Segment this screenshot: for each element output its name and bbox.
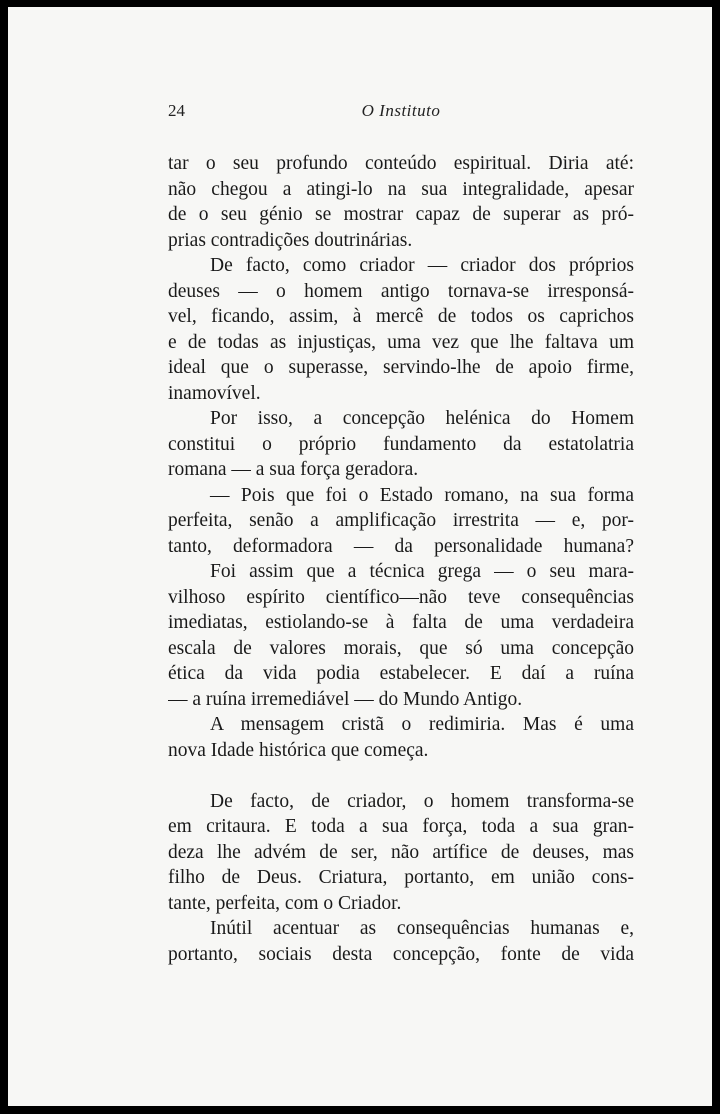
text-line: filho de Deus. Criatura, portanto, em união cons- (168, 867, 634, 888)
text-line: Inútil acentuar as consequências humanas e, (210, 918, 634, 939)
text-line: escala de valores morais, que só uma concepção (168, 637, 634, 659)
text-line: deuses — o homem antigo tornava-se irresponsá- (168, 280, 634, 302)
text-line: vilhoso espírito científico—não teve consequências (168, 586, 634, 608)
page-number: 24 (168, 101, 185, 120)
text-line: ética da vida podia estabelecer. E daí a ruína (168, 663, 634, 684)
running-title: O Instituto (361, 101, 441, 120)
text-line: tar o seu profundo conteúdo espiritual. Diria até: (168, 153, 634, 174)
text-line: não chegou a atingi-lo na sua integralidade, apesar (168, 178, 634, 200)
text-line: A mensagem cristã o redimiria. Mas é uma (210, 714, 634, 735)
section-break (168, 763, 634, 789)
text-line: romana — a sua força geradora. (168, 459, 419, 480)
text-line: inamovível. (168, 382, 261, 404)
page-header (168, 101, 634, 125)
text-line: tanto, deformadora — da personalidade humana? (168, 535, 634, 557)
text-line: de o seu génio se mostrar capaz de superar as pró- (168, 204, 634, 225)
book-page (8, 7, 712, 1106)
text-line: ideal que o superasse, servindo-lhe de apoio firme, (168, 357, 634, 378)
text-line: De facto, como criador — criador dos próprios (210, 255, 634, 276)
text-line: — Pois que foi o Estado romano, na sua forma (210, 484, 634, 506)
body-text (168, 151, 634, 967)
text-line: em critaura. E toda a sua força, toda a sua gran- (168, 816, 634, 837)
text-line: perfeita, senão a amplificação irrestrita — e, por- (168, 510, 634, 531)
text-line: vel, ficando, assim, à mercê de todos os caprichos (168, 306, 634, 327)
text-line: tante, perfeita, com o Criador. (168, 892, 402, 914)
text-line: prias contradições doutrinárias. (168, 229, 413, 251)
text-line: De facto, de criador, o homem transforma-se (210, 790, 634, 812)
text-line: — a ruína irremediável — do Mundo Antigo. (168, 688, 523, 710)
text-line: constitui o próprio fundamento da estatolatria (168, 433, 634, 455)
text-line: deza lhe advém de ser, não artífice de deuses, mas (168, 841, 634, 863)
text-line: nova Idade histórica que começa. (168, 739, 429, 761)
text-line: e de todas as injustiças, uma vez que lhe faltava um (168, 331, 634, 353)
text-line: Foi assim que a técnica grega — o seu mara- (210, 561, 634, 582)
text-line: imediatas, estiolando-se à falta de uma verdadeira (168, 612, 634, 633)
text-line: Por isso, a concepção helénica do Homem (210, 408, 634, 429)
text-line: portanto, sociais desta concepção, fonte de vida (168, 943, 634, 965)
